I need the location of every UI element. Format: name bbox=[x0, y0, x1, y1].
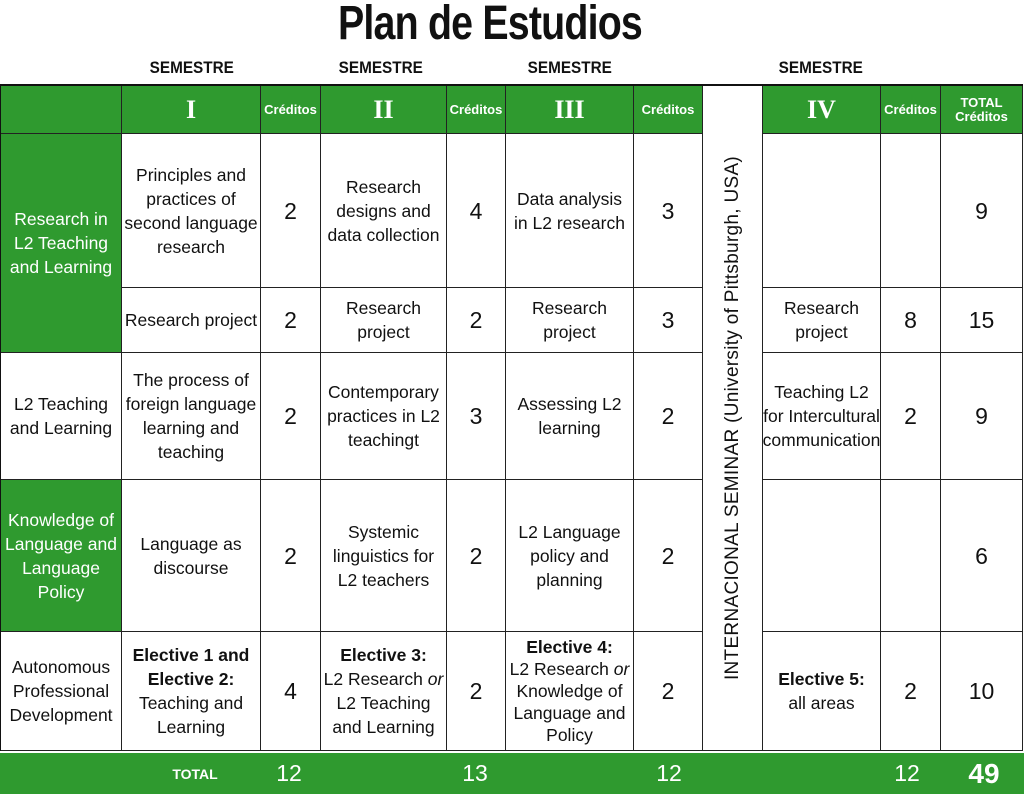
credits-r2-s2: 3 bbox=[447, 353, 506, 480]
credits-r0-s4 bbox=[881, 134, 941, 288]
study-plan-table bbox=[0, 84, 1023, 751]
credits-r4-s4: 2 bbox=[881, 632, 941, 751]
header-credits-3: Créditos bbox=[634, 86, 703, 134]
course-r1-s3: Research project bbox=[506, 288, 634, 353]
elective-3-title: Elective 3: bbox=[340, 645, 427, 665]
course-r3-s2: Systemic linguistics for L2 teachers bbox=[321, 480, 447, 632]
course-r0-s4 bbox=[763, 134, 881, 288]
credits-r3-s4 bbox=[881, 480, 941, 632]
elective-1-2-area: Teaching and Learning bbox=[138, 693, 244, 737]
semester-label-4: SEMESTRE bbox=[778, 58, 863, 77]
course-r3-s4 bbox=[763, 480, 881, 632]
course-r2-s3: Assessing L2 learning bbox=[506, 353, 634, 480]
elective-4-rest: Knowledge of Language and Policy bbox=[513, 681, 626, 745]
course-r4-s3 bbox=[506, 632, 634, 751]
elective-3-line: L2 Research or bbox=[323, 669, 444, 689]
header-total-line2: Créditos bbox=[955, 108, 1008, 124]
header-credits-2: Créditos bbox=[447, 86, 506, 134]
totals-label: TOTAL bbox=[172, 765, 218, 782]
credits-r2-s1: 2 bbox=[261, 353, 321, 480]
total-r3: 6 bbox=[941, 480, 1023, 632]
course-r2-s1: The process of foreign language learning and teaching bbox=[122, 353, 261, 480]
course-r0-s2: Research designs and data collection bbox=[321, 134, 447, 288]
elective-4-line: L2 Research or bbox=[509, 659, 630, 679]
header-semester-1: I bbox=[122, 86, 261, 134]
credits-r4-s1: 4 bbox=[261, 632, 321, 751]
course-r1-s4: Research project bbox=[763, 288, 881, 353]
credits-r0-s1: 2 bbox=[261, 134, 321, 288]
course-r0-s3: Data analysis in L2 research bbox=[506, 134, 634, 288]
elective-1-2-title: Elective 1 and Elective 2: bbox=[132, 645, 250, 689]
totals-sem2: 13 bbox=[462, 760, 488, 786]
course-r1-s2: Research project bbox=[321, 288, 447, 353]
credits-r1-s4: 8 bbox=[881, 288, 941, 353]
course-r2-s4: Teaching L2 for Intercultural communication bbox=[763, 353, 881, 480]
elective-5-area: all areas bbox=[788, 693, 855, 713]
credits-r4-s2: 2 bbox=[447, 632, 506, 751]
totals-sem3: 12 bbox=[656, 760, 682, 786]
totals-bar bbox=[0, 753, 1024, 794]
area-autonomous-development: Autonomous Professional Development bbox=[1, 632, 122, 751]
page-title: Plan de Estudios bbox=[337, 0, 643, 50]
header-credits-1: Créditos bbox=[261, 86, 321, 134]
total-r0: 9 bbox=[941, 134, 1023, 288]
credits-r2-s4: 2 bbox=[881, 353, 941, 480]
total-r2: 9 bbox=[941, 353, 1023, 480]
header-corner bbox=[1, 86, 122, 134]
elective-5-title: Elective 5: bbox=[778, 669, 865, 689]
course-r3-s1: Language as discourse bbox=[122, 480, 261, 632]
course-r0-s1: Principles and practices of second language research bbox=[122, 134, 261, 288]
semester-label-3: SEMESTRE bbox=[527, 58, 612, 77]
course-r1-s1: Research project bbox=[122, 288, 261, 353]
credits-r1-s1: 2 bbox=[261, 288, 321, 353]
credits-r2-s3: 2 bbox=[634, 353, 703, 480]
area-knowledge-language: Knowledge of Language and Language Policy bbox=[1, 480, 122, 632]
area-research: Research in L2 Teaching and Learning bbox=[1, 134, 122, 353]
credits-r3-s2: 2 bbox=[447, 480, 506, 632]
seminar-label: INTERNACIONAL SEMINAR (University of Pittsburgh, USA) bbox=[721, 155, 743, 681]
header-semester-4: IV bbox=[763, 86, 881, 134]
semester-label-2: SEMESTRE bbox=[338, 58, 423, 77]
credits-r3-s1: 2 bbox=[261, 480, 321, 632]
header-credits-4: Créditos bbox=[881, 86, 941, 134]
credits-r1-s2: 2 bbox=[447, 288, 506, 353]
course-r2-s2: Contemporary practices in L2 teachingt bbox=[321, 353, 447, 480]
credits-r4-s3: 2 bbox=[634, 632, 703, 751]
credits-r3-s3: 2 bbox=[634, 480, 703, 632]
international-seminar-column bbox=[703, 86, 763, 751]
semester-label-1: SEMESTRE bbox=[149, 58, 234, 77]
totals-sem1: 12 bbox=[276, 760, 302, 786]
credits-r1-s3: 3 bbox=[634, 288, 703, 353]
header-total-credits bbox=[941, 86, 1023, 134]
totals-sem4: 12 bbox=[894, 760, 920, 786]
elective-3-rest: L2 Teaching and Learning bbox=[332, 693, 435, 737]
total-r4: 10 bbox=[941, 632, 1023, 751]
area-l2-teaching: L2 Teaching and Learning bbox=[1, 353, 122, 480]
header-semester-3: III bbox=[506, 86, 634, 134]
course-r3-s3: L2 Language policy and planning bbox=[506, 480, 634, 632]
course-r4-s4 bbox=[763, 632, 881, 751]
elective-4-title: Elective 4: bbox=[526, 637, 613, 657]
course-r4-s2 bbox=[321, 632, 447, 751]
credits-r0-s3: 3 bbox=[634, 134, 703, 288]
credits-r0-s2: 4 bbox=[447, 134, 506, 288]
header-semester-2: II bbox=[321, 86, 447, 134]
totals-grand: 49 bbox=[968, 757, 1000, 789]
course-r4-s1 bbox=[122, 632, 261, 751]
header-total-line1: TOTAL bbox=[960, 94, 1003, 110]
total-r1: 15 bbox=[941, 288, 1023, 353]
